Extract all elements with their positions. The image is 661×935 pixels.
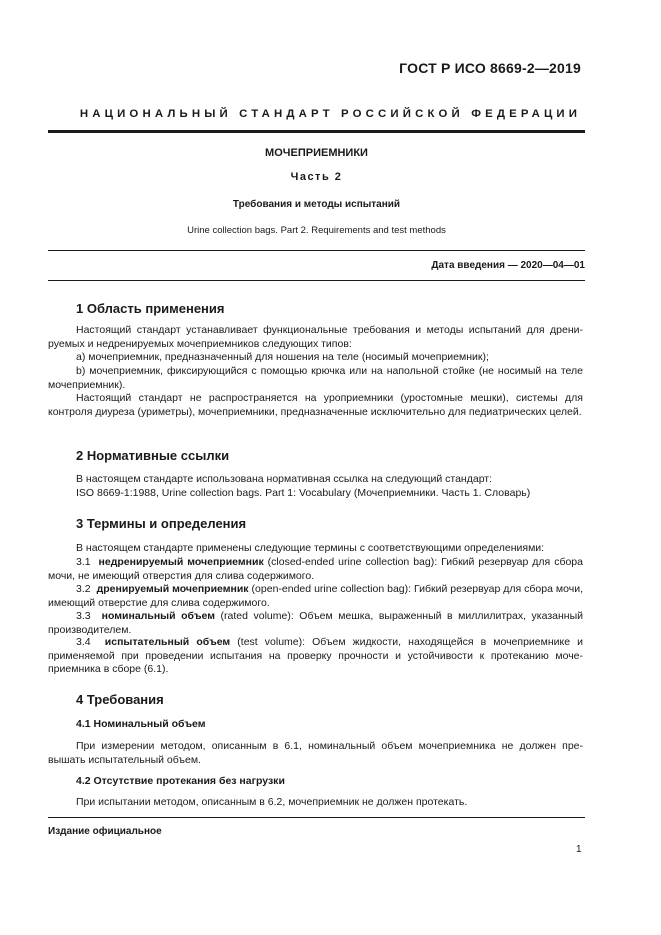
page-number: 1 — [576, 844, 582, 855]
term-definition: (rated volume): Объем мешка, выраженный в миллилитрах, указанный производителем. — [48, 610, 583, 636]
section-3-intro: В настоящем стандарте применены следующие термины с соответствующими определениями: — [76, 542, 545, 554]
term-number: 3.3 — [76, 610, 91, 622]
subsection-4-1-heading: 4.1 Номинальный объем — [76, 718, 206, 730]
document-subtitle: Требования и методы испытаний — [232, 199, 401, 210]
subsection-4-2-text: При испытании методом, описанным в 6.2, мочеприемник не должен протекать. — [76, 796, 468, 808]
term-number: 3.2 — [76, 583, 91, 595]
title-divider — [48, 250, 585, 251]
term-name: дренируемый мочеприемник — [96, 583, 249, 595]
section-1-paragraph-2: Настоящий стандарт не распространяется на уроприемники (уростомные мешки), системы для контроля диуреза (уриметры), мочеприемники, предназначенные исключительно для педиатрических целей. — [48, 392, 583, 418]
term-number: 3.4 — [76, 636, 91, 648]
term-3-4 — [48, 636, 583, 677]
term-name: недренируемый мочеприемник — [98, 556, 264, 568]
section-2-reference: ISO 8669-1:1988, Urine collection bags. Part 1: Vocabulary (Мочеприемники. Часть 1. Словарь) — [76, 487, 531, 499]
footer-divider — [48, 817, 585, 818]
term-3-2 — [48, 583, 583, 610]
section-2-paragraph-1: В настоящем стандарте использована нормативная ссылка на следующий стандарт: — [76, 473, 493, 485]
term-definition: (test volume): Объем жидкости, находящейся в мочеприемнике и применяемой при проведении испытания на проверку прочности и устойчивости к протеканию моче-приемника в сборе (6.1). — [48, 636, 583, 675]
edition-label: Издание официальное — [48, 826, 162, 837]
document-title: МОЧЕПРИЕМНИКИ — [265, 147, 368, 159]
header-divider — [48, 130, 585, 133]
subsection-4-1-text: При измерении методом, описанным в 6.1, номинальный объем мочеприемника не должен пре-вышать испытательный объем. — [48, 740, 583, 766]
date-divider — [48, 280, 585, 281]
section-1-heading: 1 Область применения — [76, 301, 225, 316]
section-4-heading: 4 Требования — [76, 692, 164, 707]
section-1-item-a: a) мочеприемник, предназначенный для ношения на теле (носимый мочеприемник); — [76, 351, 489, 363]
section-1-item-b: b) мочеприемник, фиксирующийся с помощью крючка или на напольной стойке (не носимый на теле мочеприемник). — [48, 365, 583, 391]
term-3-3 — [48, 610, 583, 637]
term-definition: (open-ended urine collection bag): Гибкий резервуар для сбора мочи, имеющий отверстие для слива содержимого. — [48, 583, 584, 609]
term-name: номинальный объем — [101, 610, 215, 622]
subsection-4-2-heading: 4.2 Отсутствие протекания без нагрузки — [76, 775, 285, 787]
english-title: Urine collection bags. Part 2. Requirements and test methods — [187, 225, 446, 236]
section-3-heading: 3 Термины и определения — [76, 516, 247, 531]
section-2-heading: 2 Нормативные ссылки — [76, 448, 230, 463]
term-name: испытательный объем — [104, 636, 231, 648]
effective-date: Дата введения — 2020—04—01 — [431, 260, 585, 271]
section-1-paragraph-1: Настоящий стандарт устанавливает функциональные требования и методы испытаний для дрени-руемых и недренируемых мочеприемников следующих типов: — [48, 324, 583, 350]
standard-number: ГОСТ Р ИСО 8669-2—2019 — [399, 60, 581, 76]
term-3-1 — [48, 556, 583, 583]
national-standard-banner: НАЦИОНАЛЬНЫЙ СТАНДАРТ РОССИЙСКОЙ ФЕДЕРАЦИИ — [79, 108, 582, 120]
part-label: Часть 2 — [290, 171, 343, 183]
term-number: 3.1 — [76, 556, 91, 568]
term-definition: (closed-ended urine collection bag): Гибкий резервуар для сбора мочи, не имеющий отверстия для слива содержимого. — [48, 556, 583, 582]
